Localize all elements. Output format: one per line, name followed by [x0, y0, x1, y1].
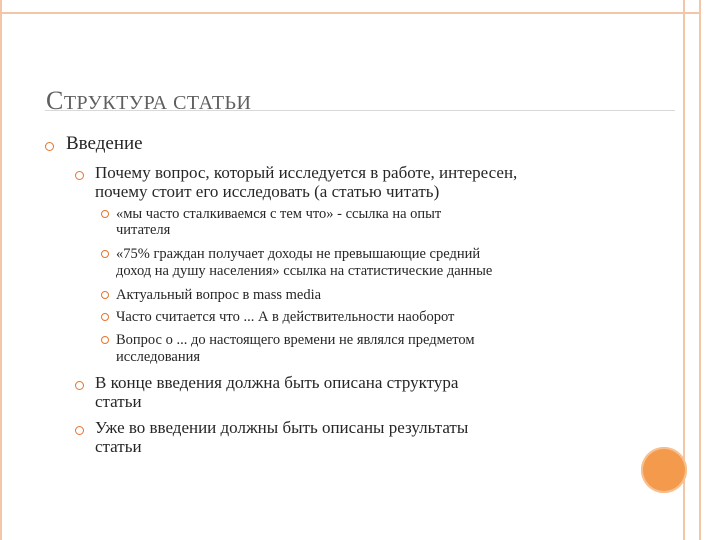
list-item-level3-line: «75% граждан получает доходы не превышающие средний: [116, 246, 481, 262]
title-divider: [45, 110, 675, 111]
bullet-icon: [101, 313, 109, 321]
list-item-level2-line: статьи: [95, 392, 142, 411]
list-item-level2-line: Уже во введении должны быть описаны результаты: [95, 418, 469, 437]
list-item-level2-line: Почему вопрос, который исследуется в работе, интересен,: [95, 163, 518, 182]
bullet-icon: [45, 142, 54, 151]
decorative-circle: [641, 447, 687, 493]
list-item-level3-line: Актуальный вопрос в mass media: [116, 287, 322, 303]
list-item-level2-line: В конце введения должна быть описана структура: [95, 373, 459, 392]
slide-title: [46, 80, 251, 117]
list-item-level3-line: Часто считается что ... А в действительности наоборот: [116, 309, 455, 325]
list-item-level3-line: доход на душу населения» ссылка на статистические данные: [116, 263, 493, 279]
list-item-level2-line: почему стоит его исследовать (а статью читать): [95, 182, 440, 201]
bullet-icon: [101, 336, 109, 344]
bullet-icon: [101, 210, 109, 218]
list-item-level3-line: читателя: [116, 222, 171, 238]
bullet-icon: [75, 171, 84, 180]
slide-title-rest: ТРУКТУРА СТАТЬИ: [63, 92, 252, 114]
list-item-level2-line: статьи: [95, 437, 142, 456]
slide-title-initial: С: [46, 86, 64, 115]
right-border-band: [683, 0, 700, 540]
list-item-level3-line: Вопрос о ... до настоящего времени не являлся предметом: [116, 332, 475, 348]
bullet-icon: [101, 291, 109, 299]
bullet-icon: [75, 381, 84, 390]
list-item-level1: Введение: [66, 133, 143, 154]
list-item-level3-line: исследования: [116, 349, 201, 365]
bullet-icon: [101, 250, 109, 258]
bullet-icon: [75, 426, 84, 435]
list-item-level3-line: «мы часто сталкиваемся с тем что» - ссылка на опыт: [116, 206, 442, 222]
top-border-band: [0, 0, 700, 14]
